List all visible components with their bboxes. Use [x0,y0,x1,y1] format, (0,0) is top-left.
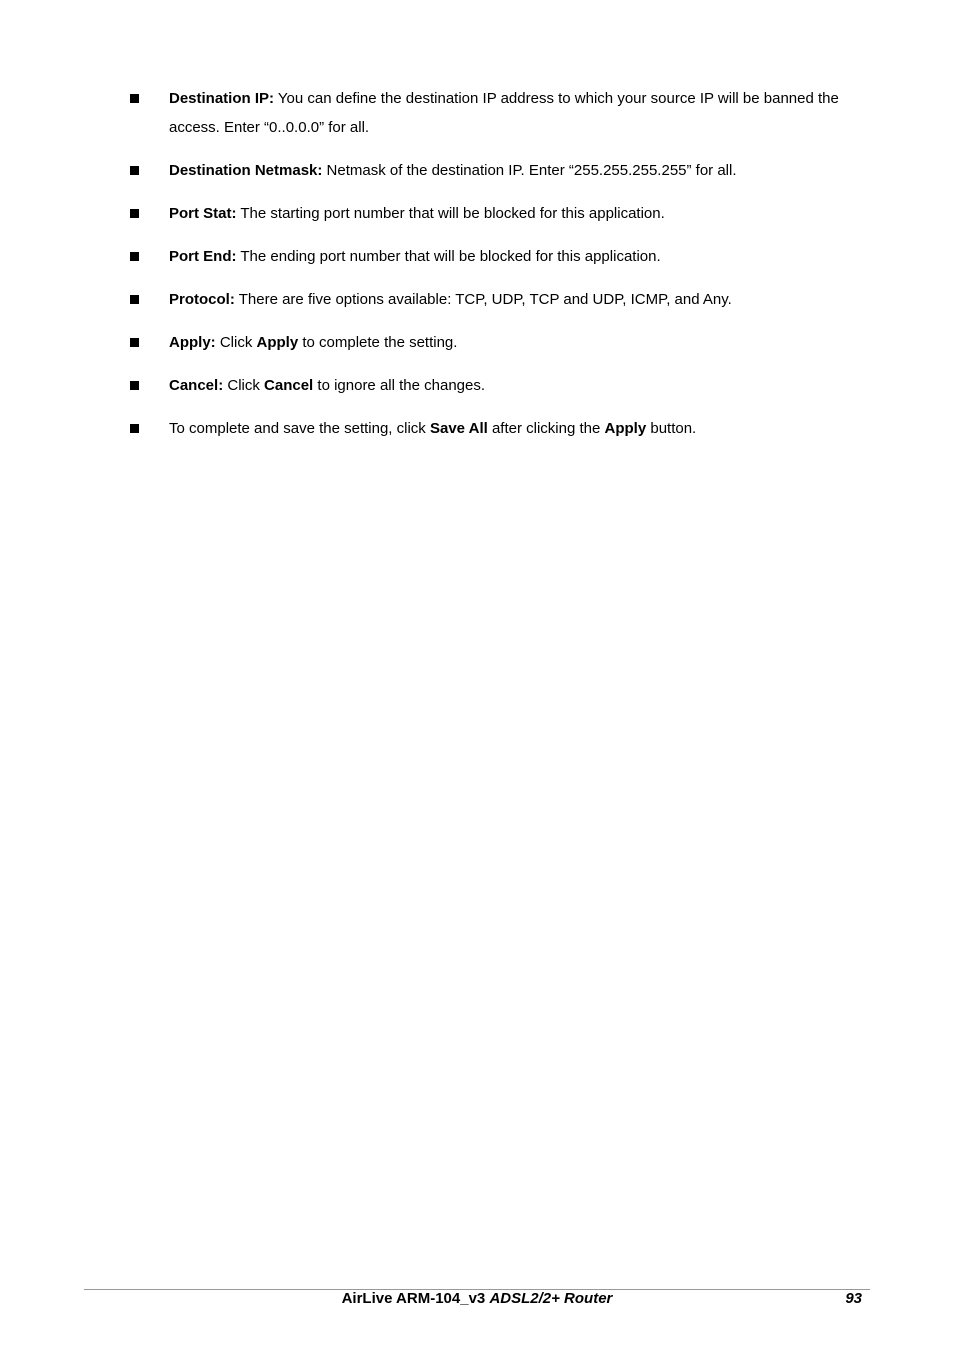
term-description-post: to complete the setting. [298,334,458,351]
square-bullet-icon [130,252,139,261]
term-label: Destination Netmask: [169,162,323,179]
bullet-destination-ip [130,84,870,142]
page-number: 93 [845,1290,862,1307]
footer-product: AirLive ARM-104_v3 [341,1290,490,1307]
term-label: Port End: [169,248,237,265]
square-bullet-icon [130,209,139,218]
term-description-post: to ignore all the changes. [313,377,486,394]
term-description-pre: Click [215,334,257,351]
bullet-save-all [130,414,870,443]
apply-emphasis: Apply [604,420,647,437]
square-bullet-icon [130,166,139,175]
bullet-cancel [130,371,870,400]
term-description: Netmask of the destination IP. Enter “255.255.255.255” for all. [322,162,737,179]
save-all-emphasis: Save All [429,420,488,437]
square-bullet-icon [130,424,139,433]
square-bullet-icon [130,338,139,347]
settings-bullet-list [130,84,870,457]
bullet-protocol [130,285,870,314]
term-description: You can define the destination IP address to which your source IP will be banned the access. Enter “0..0.0.0” for all. [169,90,839,136]
term-label: Destination IP: [169,90,275,107]
bullet-port-end [130,242,870,271]
bullet-apply [130,328,870,357]
term-label: Protocol: [169,291,235,308]
square-bullet-icon [130,94,139,103]
cancel-emphasis: Cancel [264,377,314,394]
save-text-pre: To complete and save the setting, click [169,420,430,437]
bullet-port-stat [130,199,870,228]
term-description-pre: Click [223,377,265,394]
square-bullet-icon [130,295,139,304]
term-description: The starting port number that will be blocked for this application. [236,205,665,222]
term-description: There are five options available: TCP, UDP, TCP and UDP, ICMP, and Any. [234,291,732,308]
term-label: Port Stat: [169,205,237,222]
bullet-destination-netmask [130,156,870,185]
apply-emphasis: Apply [256,334,299,351]
term-label: Cancel: [169,377,224,394]
save-text-mid: after clicking the [487,420,605,437]
save-text-post: button. [646,420,697,437]
square-bullet-icon [130,381,139,390]
footer-model: ADSL2/2+ Router [489,1290,613,1307]
term-description: The ending port number that will be blocked for this application. [236,248,661,265]
term-label: Apply: [169,334,216,351]
